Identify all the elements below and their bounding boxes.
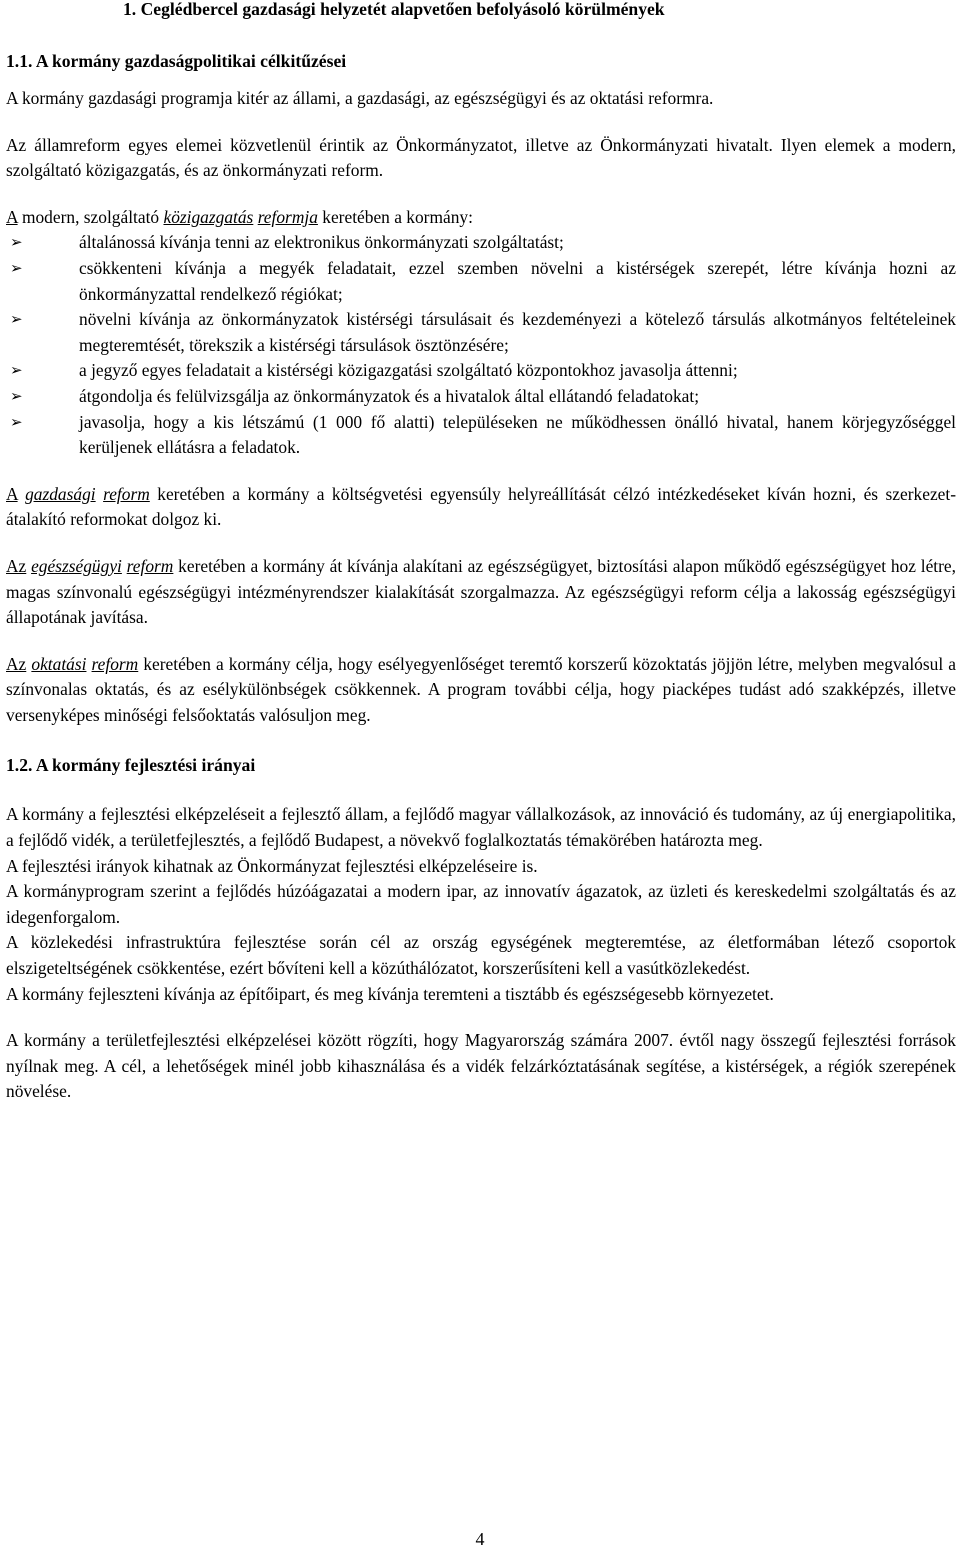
development-paragraph-5: A kormány fejleszteni kívánja az építőipart, és meg kívánja teremteni a tisztább és egészségesebb környezetet.: [6, 983, 774, 1004]
paragraph-text: keretében a kormány a költségvetési egyensúly helyreállítását célzó intézkedéseket kíván hozni, és szerkezet-átalakító reformokat dolgoz ki.: [6, 483, 957, 530]
arrow-bullet-icon: ➢: [10, 233, 23, 252]
development-paragraph-4: A közlekedési infrastruktúra fejlesztése során cél az ország egységének megteremtése, az életformában létező csoportok elszigeteltségének csökkentése, ezért bővíteni kell a közúthálózatot, korszerűsíteni kell a vasútközlekedést.: [6, 932, 956, 979]
arrow-bullet-icon: ➢: [10, 310, 23, 329]
list-item: [6, 256, 956, 307]
underlined-italic-word: reform: [91, 653, 139, 674]
admin-reform-list: [6, 230, 956, 460]
underlined-word: A: [6, 483, 18, 504]
underlined-italic-word: reform: [126, 555, 174, 576]
list-item: [6, 410, 956, 461]
space: [18, 484, 25, 504]
arrow-bullet-icon: ➢: [10, 412, 23, 431]
list-item: [6, 307, 956, 358]
list-item: [6, 230, 956, 256]
lead-text: modern, szolgáltató: [17, 206, 164, 227]
underlined-italic-word: oktatási: [31, 653, 87, 674]
list-item-text: átgondolja és felülvizsgálja az önkormányzatok és a hivatalok által ellátandó feladatokat;: [79, 385, 700, 406]
underlined-word: A: [6, 206, 18, 227]
list-item-text: csökkenteni kívánja a megyék feladatait, ezzel szemben növelni a kistérségek szerepét, létre kívánja hozni az önkormányzattal rendelkező régiókat;: [79, 257, 956, 304]
admin-reform-lead: [6, 205, 956, 231]
arrow-bullet-icon: ➢: [10, 258, 23, 277]
education-reform-paragraph: [6, 652, 956, 729]
arrow-bullet-icon: ➢: [10, 361, 23, 380]
list-item-text: a jegyző egyes feladatait a kistérségi közigazgatási szolgáltató központokhoz javasolja áttenni;: [79, 360, 738, 381]
list-item-text: növelni kívánja az önkormányzatok kistérségi társulásait és kezdeményezi a kötelező társulás alkotmányos feltételeinek megteremtését, törekszik a kistérségi társulások ösztönzésére;: [79, 309, 956, 355]
list-item: [6, 358, 956, 384]
section-heading-1-1: 1.1. A kormány gazdaságpolitikai célkitűzései: [6, 51, 347, 71]
underlined-italic-word: gazdasági: [25, 483, 96, 504]
page-number: 4: [475, 1529, 485, 1549]
paragraph-text: keretében a kormány át kívánja alakítani az egészségügyet, biztosítási alapon működő egészségügyet hoz létre, magas színvonalú egészségügyi intézményrendszer kialakítását szorgalmazza. Az egészségügyi reform célja a lakosság egészségügyi állapotának javítása.: [6, 555, 956, 628]
underlined-italic-word: reformja: [257, 206, 318, 227]
intro-paragraph-2: Az államreform egyes elemei közvetlenül érintik az Önkormányzatot, illetve az Önkormányzati hivatalt. Ilyen elemek a modern, szolgáltató közigazgatás, és az önkormányzati reform.: [6, 134, 956, 181]
lead-text-rest: keretében a kormány:: [317, 206, 473, 227]
section-heading-1-2: 1.2. A kormány fejlesztési irányai: [6, 755, 256, 776]
space: [96, 484, 103, 504]
list-item-text: javasolja, hogy a kis létszámú (1 000 fő alatti) településeken ne működhessen önálló hivatal, hanem körjegyzőséggel kerüljenek ellátásra a feladatok.: [79, 411, 956, 458]
development-paragraph-2: A fejlesztési irányok kihatnak az Önkormányzat fejlesztési elképzeléseire is.: [6, 855, 538, 876]
underlined-italic-word: közigazgatás: [163, 206, 254, 227]
health-reform-paragraph: [6, 554, 956, 631]
arrow-bullet-icon: ➢: [10, 386, 23, 405]
document-page: [6, 0, 956, 1105]
development-paragraph-1: A kormány a fejlesztési elképzeléseit a fejlesztő állam, a fejlődő magyar vállalkozások, az innováció és tudomány, az új energiapolitika, a fejlődő vidék, a területfejlesztés, a fejlődő Budapest, a növekvő foglalkoztatás témakörében határozta meg.: [6, 804, 956, 851]
underlined-word: Az: [6, 653, 27, 674]
development-paragraph-6: A kormány a területfejlesztési elképzelései között rögzíti, hogy Magyarország számára 2007. évtől nagy összegű fejlesztési források nyílnak meg. A cél, a lehetőségek minél jobb kihasználása és a vidék felzárkóztatásának segítése, a kistérségek, a régiók szerepének növelése.: [6, 1030, 956, 1102]
list-item: [6, 384, 956, 410]
economic-reform-paragraph: [6, 482, 956, 533]
development-paragraph-3: A kormányprogram szerint a fejlődés húzóágazatai a modern ipar, az innovatív ágazatok, az üzleti és kereskedelmi szolgáltatás és az idegenforgalom.: [6, 881, 956, 927]
underlined-italic-word: reform: [103, 483, 150, 504]
underlined-word: Az: [6, 555, 27, 576]
list-item-text: általánossá kívánja tenni az elektronikus önkormányzati szolgáltatást;: [79, 232, 564, 253]
intro-paragraph-1: A kormány gazdasági programja kitér az állami, a gazdasági, az egészségügyi és az oktatási reformra.: [6, 88, 714, 108]
chapter-heading: 1. Ceglédbercel gazdasági helyzetét alapvetően befolyásoló körülmények: [123, 0, 665, 19]
paragraph-text: keretében a kormány célja, hogy esélyegyenlőséget teremtő korszerű közoktatás jöjjön létre, melyben megvalósul a színvonalas oktatás, és az esélykülönbségek csökkennek. A program további célja, hogy piacképes tudást adó szakképzés, illetve versenyképes minőségi felsőoktatás valósuljon meg.: [6, 653, 956, 725]
underlined-italic-word: egészségügyi: [31, 555, 122, 576]
